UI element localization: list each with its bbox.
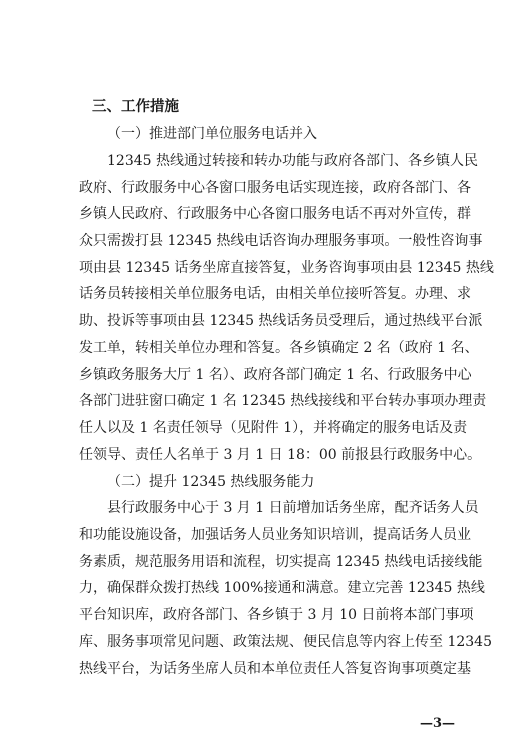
paragraph-line: 乡镇政务服务大厅 1 名）、政府各部门确定 1 名、行政服务中心 xyxy=(79,367,472,383)
paragraph-line: 力，确保群众拨打热线 100%接通和满意。建立完善 12345 热线 xyxy=(79,580,485,596)
paragraph-line: 乡镇人民政府、行政服务中心各窗口服务电话不再对外宣传，群 xyxy=(79,206,471,222)
paragraph-line: 项由县 12345 话务坐席直接答复，业务咨询事项由县 12345 热线 xyxy=(79,260,494,276)
paragraph-line: 发工单，转相关单位办理和答复。各乡镇确定 2 名（政府 1 名、 xyxy=(79,340,479,356)
paragraph-line: 务素质，规范服务用语和流程，切实提高 12345 热线电话接线能 xyxy=(79,554,483,570)
paragraph-line: 各部门进驻窗口确定 1 名 12345 热线接线和平台转办事项办理责 xyxy=(79,393,487,409)
paragraph-line: 和功能设施设备，加强话务人员业务知识培训，提高话务人员业 xyxy=(79,527,471,543)
page-number: —3— xyxy=(419,716,455,731)
paragraph-line: 平台知识库，政府各部门、各乡镇于 3 月 10 日前将本部门事项 xyxy=(79,607,474,623)
paragraph-line: 政府、行政服务中心各窗口服务电话实现连接，政府各部门、各 xyxy=(79,180,471,196)
paragraph-line: 热线平台，为话务坐席人员和本单位责任人答复咨询事项奠定基 xyxy=(79,661,471,677)
section-heading: 三、工作措施 xyxy=(92,99,179,115)
paragraph-line: 任人以及 1 名责任领导（见附件 1），并将确定的服务电话及责 xyxy=(79,420,468,436)
paragraph-line: 众只需拨打县 12345 热线电话咨询办理服务事项。一般性咨询事 xyxy=(79,233,483,249)
paragraph-line: 任领导、责任人名单于 3 月 1 日 18：00 前报县行政服务中心。 xyxy=(79,447,482,463)
paragraph-line: 县行政服务中心于 3 月 1 日前增加话务坐席，配齐话务人员 xyxy=(107,500,479,516)
subsection-heading-2: （二）提升 12345 热线服务能力 xyxy=(107,474,315,490)
paragraph-line: 话务员转接相关单位服务电话，由相关单位接听答复。办理、求 xyxy=(79,286,471,302)
subsection-heading-1: （一）推进部门单位服务电话并入 xyxy=(107,126,317,142)
paragraph-line: 库、服务事项常见问题、政策法规、便民信息等内容上传至 12345 xyxy=(79,634,492,650)
paragraph-line: 12345 热线通过转接和转办功能与政府各部门、各乡镇人民 xyxy=(107,153,478,169)
paragraph-line: 助、投诉等事项由县 12345 热线话务员受理后，通过热线平台派 xyxy=(79,313,483,329)
